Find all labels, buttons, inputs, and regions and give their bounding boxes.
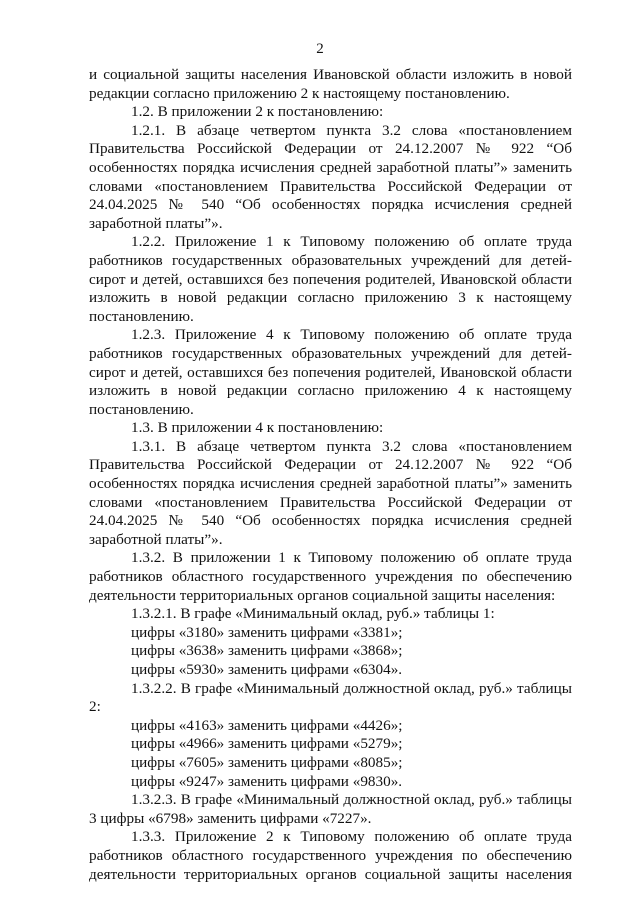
paragraph: 1.2.2. Приложение 1 к Типовому положению об оплате труда работников государственных образовательных учреждений для детей-сирот и детей, оставшихся без попечения родителей, Ивановской области изложить в новой редакции согласно приложению 3 к настоящему постановлению. xyxy=(89,233,572,325)
paragraph: цифры «3638» заменить цифрами «3868»; xyxy=(131,642,403,660)
paragraph: цифры «4163» заменить цифрами «4426»; xyxy=(131,716,403,734)
paragraph: цифры «5930» заменить цифрами «6304». xyxy=(131,661,403,678)
paragraph: цифры «3180» заменить цифрами «3381»; xyxy=(131,623,403,641)
paragraph: 1.2.3. Приложение 4 к Типовому положению об оплате труда работников государственных образовательных учреждений для детей-сирот и детей, оставшихся без попечения родителей, Ивановской области изложить в новой редакции согласно приложению 4 к настоящему постановлению. xyxy=(89,326,572,418)
document-body xyxy=(89,66,572,884)
paragraph: 1.3.3. Приложение 2 к Типовому положению об оплате труда работников областного государственного учреждения по обеспечению деятельности территориальных органов социальной защиты населения xyxy=(89,828,572,883)
paragraph: 1.3. В приложении 4 к постановлению: xyxy=(131,419,384,437)
paragraph: цифры «7605» заменить цифрами «8085»; xyxy=(131,753,403,771)
paragraph: 1.3.2.2. В графе «Минимальный должностной оклад, руб.» таблицы 2: xyxy=(89,679,572,716)
paragraph: 1.3.2.3. В графе «Минимальный должностной оклад, руб.» таблицы 3 цифры «6798» заменить цифрами «7227». xyxy=(89,791,572,827)
paragraph: 1.3.2.1. В графе «Минимальный оклад, руб.» таблицы 1: xyxy=(131,605,495,623)
page-number: 2 xyxy=(316,41,324,57)
paragraph: 1.3.1. В абзаце четвертом пункта 3.2 слова «постановлением Правительства Российской Федерации от 24.12.2007 № 922 “Об особенностях порядка исчисления средней заработной платы”» заменить словами «постановлением Правительства Российской Федерации от 24.04.2025 № 540 “Об особенностях порядка исчисления средней заработной платы”». xyxy=(89,437,572,548)
paragraph: 1.3.2. В приложении 1 к Типовому положению об оплате труда работников областного государственного учреждения по обеспечению деятельности территориальных органов социальной защиты населения: xyxy=(89,549,572,604)
paragraph: 1.2.1. В абзаце четвертом пункта 3.2 слова «постановлением Правительства Российской Федерации от 24.12.2007 № 922 “Об особенностях порядка исчисления средней заработной платы”» заменить словами «постановлением Правительства Российской Федерации от 24.04.2025 № 540 “Об особенностях порядка исчисления средней заработной платы”». xyxy=(89,121,572,232)
paragraph: и социальной защиты населения Ивановской области изложить в новой редакции согласно приложению 2 к настоящему постановлению. xyxy=(89,66,572,102)
paragraph: цифры «9247» заменить цифрами «9830». xyxy=(131,772,403,790)
paragraph: 1.2. В приложении 2 к постановлению: xyxy=(131,103,384,121)
paragraph: цифры «4966» заменить цифрами «5279»; xyxy=(131,735,403,753)
